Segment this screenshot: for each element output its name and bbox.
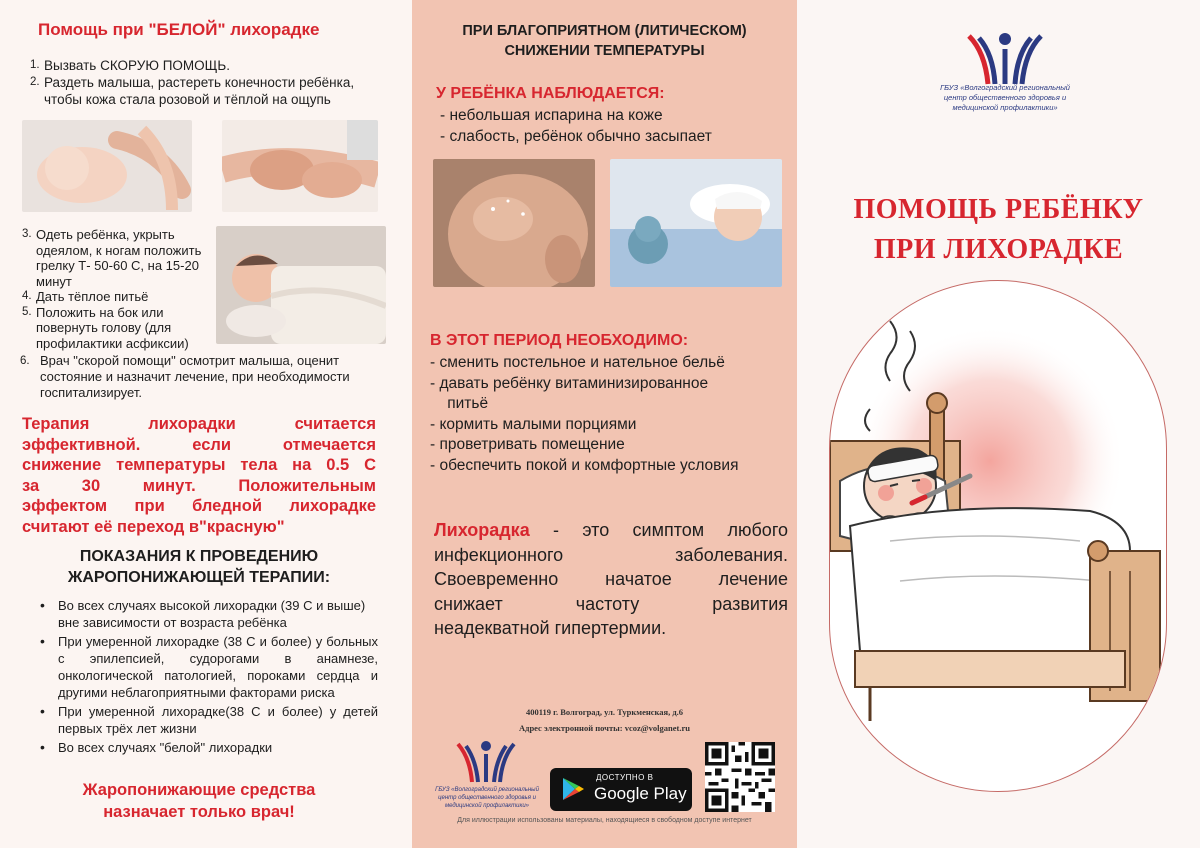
list-item: - небольшая испарина на коже: [440, 107, 663, 124]
list-item: - проветривать помещение: [430, 436, 625, 453]
sweating-baby-photo: [433, 159, 595, 287]
therapy-effectiveness: Терапия лихорадки считается эффективной. если отмечается снижение температуры тела на 0.5 С за 30 минут. Положительным эффектом при бледной лихорадке считают её переход в"красную": [22, 415, 376, 536]
org-name-small: ГБУЗ «Волгоградский региональный центр общественного здоровья и медицинской профилактики»: [435, 787, 539, 809]
fever-definition: Лихорадка - это симптом любого инфекционного заболевания. Своевременно начатое лечение снижает частоту развития неадекватной гипертермии.: [434, 520, 788, 638]
page-title: ПОМОЩЬ РЕБЁНКУ ПРИ ЛИХОРАДКЕ: [853, 194, 1144, 265]
step-item: 2. Раздеть малыша, растереть конечности ребёнка,: [30, 75, 355, 90]
fever-word: Лихорадка: [434, 520, 530, 540]
list-item: • Во всех случаях "белой" лихорадки: [40, 739, 378, 756]
sick-child-illustration: [829, 280, 1167, 792]
list-item: - слабость, ребёнок обычно засыпает: [440, 128, 712, 145]
google-play-icon: [560, 776, 586, 802]
list-item: • Во всех случаях высокой лихорадки (39 С и выше) вне зависимости от возраста ребёнка: [40, 597, 378, 631]
org-logo-small-icon: [450, 738, 522, 786]
org-name: ГБУЗ «Волгоградский региональный центр общественного здоровья и медицинской профилактики»: [940, 83, 1070, 112]
baby-massage-photo: [22, 120, 192, 212]
observed-list: [440, 105, 712, 147]
google-play-available: ДОСТУПНО В: [596, 773, 654, 782]
image-source-note: Для иллюстрации использованы материалы, находящиеся в свободном доступе интернет: [457, 817, 752, 824]
needed-list: [430, 353, 790, 476]
step-item: 4. Дать тёплое питьё: [22, 289, 149, 304]
address: 400119 г. Волгоград, ул. Туркменская, д.6: [525, 707, 684, 717]
list-item: - сменить постельное и нательное бельё: [430, 354, 725, 371]
step-item: 5. Положить на бок или повернуть голову (для профилактики асфиксии): [22, 304, 189, 351]
baby-blanket-photo: [216, 226, 386, 344]
google-play-label: Google Play: [594, 784, 687, 803]
list-item: • При умеренной лихорадке(38 С и более) у детей первых трёх лет жизни: [40, 703, 378, 737]
step-item: 1. Вызвать СКОРУЮ ПОМОЩЬ.: [30, 58, 230, 73]
step-doctor: 6. Врач "скорой помощи" осмотрит малыша, оценит состояние и назначит лечение, при необходимости госпитализирует.: [20, 353, 350, 400]
list-item: - кормить малыми порциями: [430, 415, 637, 433]
qr-code-icon[interactable]: [705, 742, 775, 812]
sleeping-child-photo: [610, 159, 782, 287]
step-item: чтобы кожа стала розовой и тёплой на ощупь: [44, 92, 331, 107]
contact-info: [412, 704, 797, 736]
first-aid-steps: [30, 57, 354, 108]
list-item: питьё: [430, 395, 489, 412]
white-fever-title: Помощь при "БЕЛОЙ" лихорадке: [38, 20, 320, 39]
hands-rubbing-photo: [222, 120, 378, 212]
observed-title: У РЕБЁНКА НАБЛЮДАЕТСЯ:: [436, 85, 665, 102]
first-aid-steps-continued: [22, 227, 217, 351]
email: Адрес электронной почты: vcoz@volganet.ru: [519, 723, 690, 733]
lytic-title: ПРИ БЛАГОПРИЯТНОМ (ЛИТИЧЕСКОМ) СНИЖЕНИИ ТЕМПЕРАТУРЫ: [462, 23, 747, 59]
needed-title: В ЭТОТ ПЕРИОД НЕОБХОДИМО:: [430, 332, 689, 349]
org-logo-icon: [963, 30, 1047, 86]
doctor-only-warning: Жаропонижающие средства назначает только врач!: [82, 781, 316, 821]
step-item: 3. Одеть ребёнка, укрыть одеялом, к ногам положить грелку Т- 50-60 С, на 15-20 минут: [22, 227, 202, 289]
list-item: • При умеренной лихорадке (38 С и более) у больных с эпилепсией, судорогами в анамнезе, онкологической патологией, пороками сердца и другими неблагоприятными факторами риска: [40, 633, 378, 701]
list-item: - давать ребёнку витаминизированное: [430, 374, 709, 392]
indications-list: [40, 597, 378, 758]
list-item: - обеспечить покой и комфортные условия: [430, 456, 739, 474]
indications-title: ПОКАЗАНИЯ К ПРОВЕДЕНИЮ ЖАРОПОНИЖАЮЩЕЙ ТЕРАПИИ:: [67, 548, 331, 586]
